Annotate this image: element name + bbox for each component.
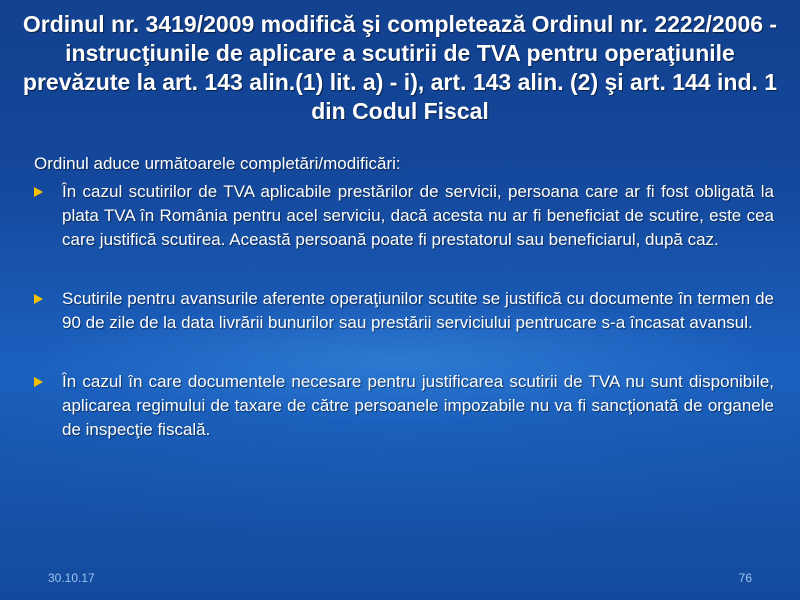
intro-text: Ordinul aduce următoarele completări/modificări: <box>34 154 401 173</box>
bullet-text: Scutirile pentru avansurile aferente operaţiunilor scutite se justifică cu documente în termen de 90 de zile de la data livrării bunurilor sau prestării serviciului pentrucare s-a încasat avansul. <box>62 289 774 332</box>
list-item <box>34 370 774 442</box>
arrow-bullet-icon <box>34 377 43 387</box>
arrow-bullet-icon <box>34 187 43 197</box>
list-item <box>34 180 774 252</box>
page-number: 76 <box>738 571 752 585</box>
footer-date: 30.10.17 <box>48 571 95 585</box>
list-item <box>34 287 774 335</box>
arrow-bullet-icon <box>34 294 43 304</box>
bullet-list <box>34 180 774 442</box>
bullet-text: În cazul scutirilor de TVA aplicabile prestărilor de servicii, persoana care ar fi fost obligată la plata TVA în România pentru acel serviciu, dacă acesta nu ar fi beneficiat de scutire, este cea care justifică scutirea. Această persoană poate fi prestatorul sau beneficiarul, după caz. <box>62 182 774 249</box>
slide-body <box>34 152 774 442</box>
slide-title: Ordinul nr. 3419/2009 modifică şi completează Ordinul nr. 2222/2006 -instrucţiunile de aplicare a scutirii de TVA pentru operaţiunile prevăzute la art. 143 alin.(1) lit. a) - i), art. 143 alin. (2) şi art. 144 ind. 1 din Codul Fiscal <box>22 11 778 124</box>
bullet-text: În cazul în care documentele necesare pentru justificarea scutirii de TVA nu sunt disponibile, aplicarea regimului de taxare de către persoanele impozabile nu va fi sancţionată de organele de inspecţie fiscală. <box>62 372 774 439</box>
